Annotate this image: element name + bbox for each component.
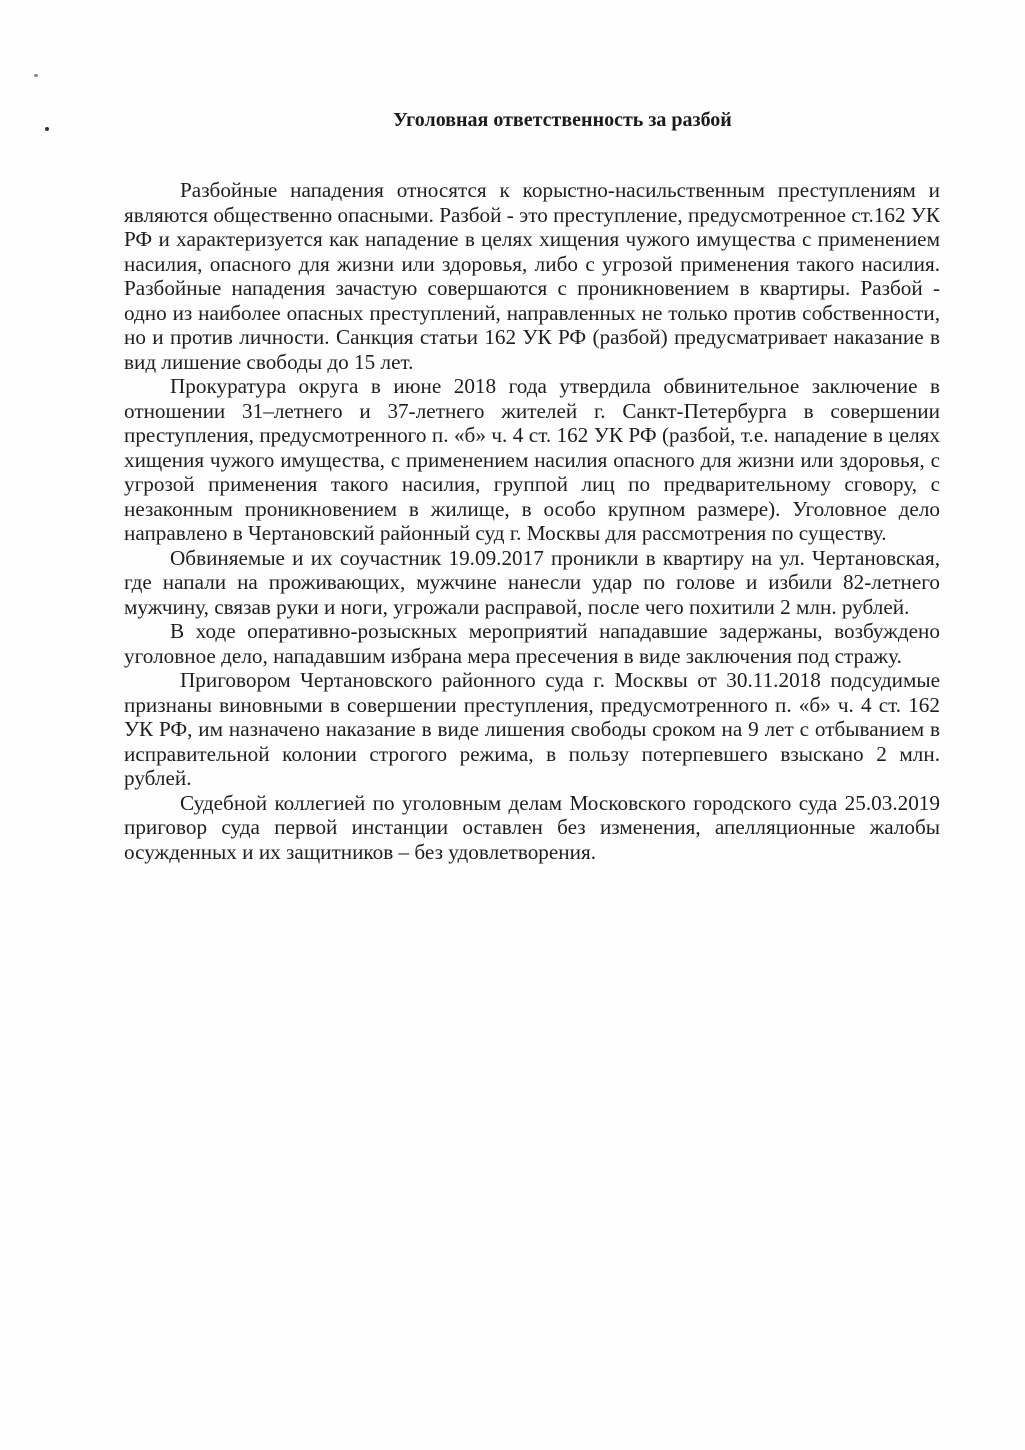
paragraph-verdict: Приговором Чертановского районного суда г. Москвы от 30.11.2018 подсудимые признаны виновными в совершении преступления, предусмотренного п. «б» ч. 4 ст. 162 УК РФ, им назначено наказание в виде лишения свободы сроком на 9 лет с отбыванием в исправительной колонии строгого режима, в пользу потерпевшего взыскано 2 млн. рублей.: [124, 668, 940, 790]
paragraph-incident: Обвиняемые и их соучастник 19.09.2017 проникли в квартиру на ул. Чертановская, где напали на проживающих, мужчине нанесли удар по голове и избили 82-летнего мужчину, связав руки и ноги, угрожали расправой, после чего похитили 2 млн. рублей.: [124, 545, 940, 619]
paragraph-indictment: Прокуратура округа в июне 2018 года утвердила обвинительное заключение в отношении 31–летнего и 37-летнего жителей г. Санкт-Петербурга в совершении преступления, предусмотренного п. «б» ч. 4 ст. 162 УК РФ (разбой, т.е. нападение в целях хищения чужого имущества, с применением насилия опасного для жизни или здоровья, с угрозой применения такого насилия, группой лиц по предварительному сговору, с незаконным проникновением в жилище, в особо крупном размере). Уголовное дело направлено в Чертановский районный суд г. Москвы для рассмотрения по существу.: [124, 374, 940, 545]
paragraph-intro: Разбойные нападения относятся к корыстно-насильственным преступлениям и являются общественно опасными. Разбой - это преступление, предусмотренное ст.162 УК РФ и характеризуется как нападение в целях хищения чужого имущества с применением насилия, опасного для жизни или здоровья, либо с угрозой применения такого насилия. Разбойные нападения зачастую совершаются с проникновением в квартиры. Разбой - одно из наиболее опасных преступлений, направленных не только против собственности, но и против личности. Санкция статьи 162 УК РФ (разбой) предусматривает наказание в вид лишение свободы до 15 лет.: [124, 178, 940, 374]
paragraph-appeal: Судебной коллегией по уголовным делам Московского городского суда 25.03.2019 приговор суда первой инстанции оставлен без изменения, апелляционные жалобы осужденных и их защитников – без удовлетворения.: [124, 790, 940, 864]
scan-speck: [34, 74, 38, 77]
document-title: Уголовная ответственность за разбой: [393, 109, 732, 131]
document-body: [124, 178, 940, 864]
paragraph-investigation: В ходе оперативно-розыскных мероприятий нападавшие задержаны, возбуждено уголовное дело, нападавшим избрана мера пресечения в виде заключения под стражу.: [124, 619, 940, 668]
